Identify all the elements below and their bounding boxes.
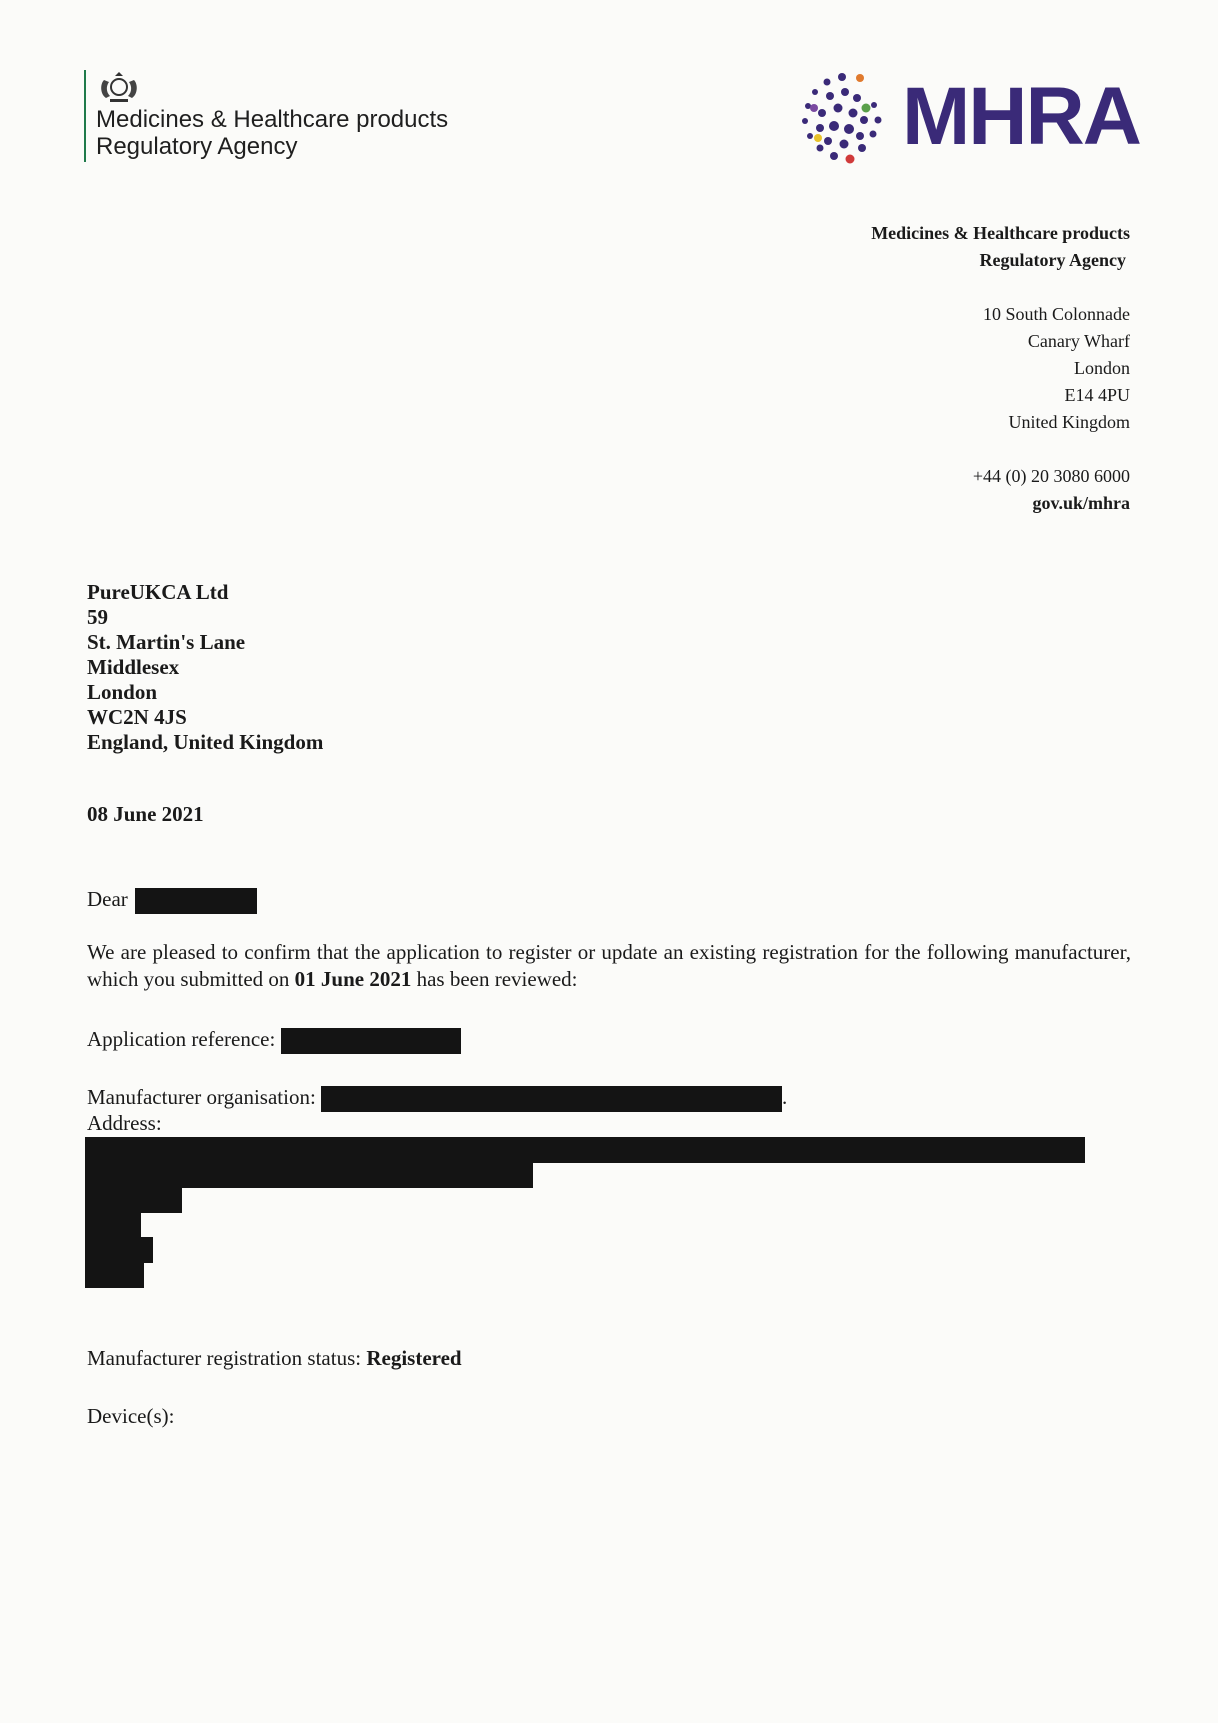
mhra-logo (790, 68, 1140, 168)
redacted-address-line (85, 1162, 533, 1188)
recipient-line: PureUKCA Ltd (87, 580, 229, 604)
recipient-line: Middlesex (87, 655, 180, 679)
sender-website: gov.uk/mhra (1032, 493, 1130, 513)
salutation (87, 886, 257, 914)
gov-name-line2: Regulatory Agency (96, 133, 298, 160)
gov-name-line1: Medicines & Healthcare products (96, 106, 449, 133)
status-value: Registered (366, 1346, 462, 1370)
application-reference (87, 1026, 461, 1054)
manu-org-trailing: . (782, 1085, 788, 1109)
mhra-wordmark: MHRA (902, 71, 1140, 162)
redacted-address-line (85, 1237, 153, 1263)
redacted-address-line (85, 1187, 182, 1213)
sender-address-line: United Kingdom (1008, 412, 1130, 432)
recipient-line: England, United Kingdom (87, 730, 324, 754)
letter-date: 08 June 2021 (87, 802, 204, 826)
sender-address-line: E14 4PU (1064, 385, 1130, 405)
sender-phone: +44 (0) 20 3080 6000 (972, 466, 1130, 486)
recipient-line: 59 (87, 605, 108, 629)
redacted-address-line (85, 1212, 141, 1238)
status-label: Manufacturer registration status: (87, 1346, 367, 1370)
sender-name-line2: Regulatory Agency (979, 250, 1126, 270)
redacted-name (135, 888, 257, 914)
redacted-manufacturer (321, 1086, 782, 1112)
confirmation-paragraph (87, 939, 1131, 993)
manu-org-label: Manufacturer organisation: (87, 1085, 316, 1109)
redacted-address-line (85, 1262, 144, 1288)
sender-name-line1: Medicines & Healthcare products (871, 223, 1130, 243)
sender-address-line: Canary Wharf (1027, 331, 1130, 351)
address-label: Address: (87, 1111, 162, 1135)
paragraph-start: We are pleased to confirm that the application to register or update an existing registration for the following manufacturer, which you submitted on (87, 940, 1131, 991)
royal-crest-icon (96, 70, 142, 104)
redacted-app-ref (281, 1028, 461, 1054)
mhra-dots-icon (790, 68, 890, 168)
sender-address-block (770, 220, 1130, 517)
manufacturer-organisation (87, 1084, 787, 1112)
redacted-address-line (85, 1137, 1085, 1163)
recipient-line: London (87, 680, 158, 704)
salutation-text: Dear (87, 887, 128, 911)
registration-status (87, 1345, 462, 1372)
devices-label: Device(s): (87, 1404, 175, 1428)
submitted-date: 01 June 2021 (294, 967, 412, 991)
sender-address-line: London (1074, 358, 1130, 378)
sender-address-line: 10 South Colonnade (983, 304, 1130, 324)
paragraph-end: has been reviewed: (411, 967, 578, 991)
recipient-line: St. Martin's Lane (87, 630, 246, 654)
recipient-line: WC2N 4JS (87, 705, 187, 729)
app-ref-label: Application reference: (87, 1027, 276, 1051)
recipient-address-block (87, 580, 323, 755)
gov-header-block (84, 70, 448, 162)
